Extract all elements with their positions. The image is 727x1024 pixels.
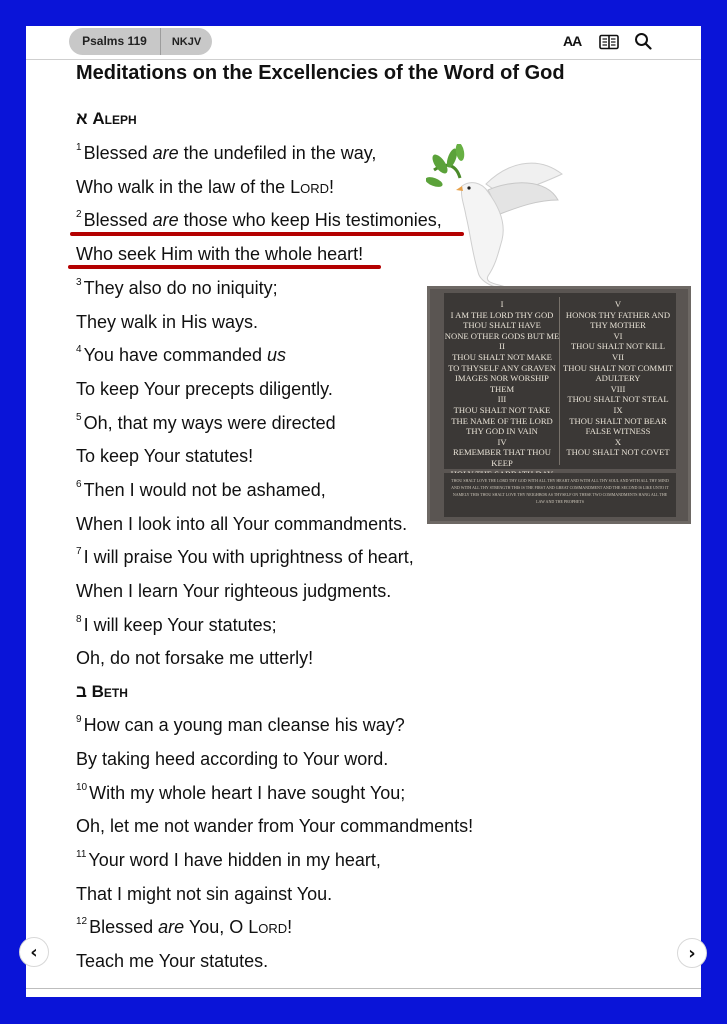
verse-1a[interactable] <box>76 143 376 164</box>
verse-text: ! <box>329 177 335 197</box>
verse-text: Blessed <box>89 917 159 937</box>
verse-8a[interactable] <box>76 615 277 636</box>
verse-11b[interactable]: That I might not sin against You. <box>76 884 333 904</box>
plaque-line: V <box>614 299 622 309</box>
verse-number: 12 <box>76 916 88 927</box>
highlight-underline <box>70 232 464 236</box>
plaque-line: THOU SHALT NOT KILL <box>570 341 666 352</box>
section-name: Aleph <box>92 109 137 128</box>
verse-text: Blessed <box>83 210 153 230</box>
verse-number: 6 <box>76 479 82 490</box>
plaque-line: HONOR THY FATHER AND <box>565 309 671 320</box>
plaque-line: X <box>614 436 622 447</box>
verse-number: 9 <box>76 714 82 725</box>
page-heading: Meditations on the Excellencies of the Word of God <box>76 62 565 84</box>
verse-text: Oh, that my ways were directed <box>83 413 336 433</box>
plaque-line: TO THYSELF ANY GRAVEN <box>448 362 556 373</box>
verse-text: Then I would not be ashamed, <box>83 480 326 500</box>
plaque-line: THOU SHALT NOT COMMIT <box>563 362 673 373</box>
verse-number: 5 <box>76 412 82 423</box>
verse-number: 3 <box>76 277 82 288</box>
plaque-line: THOU SHALT NOT MAKE <box>452 351 552 362</box>
verse-number: 7 <box>76 546 82 557</box>
verse-number: 8 <box>76 614 82 625</box>
verse-10a[interactable] <box>76 783 405 804</box>
plaque-line: IMAGES NOR WORSHIP THEM <box>455 373 549 394</box>
chevron-right-icon: › <box>688 942 696 964</box>
version-button[interactable]: NKJV <box>171 35 202 48</box>
plaque-left-column <box>444 299 560 479</box>
verse-8b[interactable]: Oh, do not forsake me utterly! <box>76 648 314 668</box>
verse-text: I will keep Your statutes; <box>83 615 277 635</box>
plaque-line: THOU SHALT NOT COVET <box>566 447 670 458</box>
commandments-plaque-image <box>427 286 691 524</box>
verse-11a[interactable] <box>76 850 381 871</box>
verse-text: ! <box>287 917 293 937</box>
verse-italic: are <box>152 210 179 230</box>
plaque-line: VIII <box>610 383 626 394</box>
verse-6b[interactable]: When I look into all Your commandments. <box>76 514 408 534</box>
plaque-line: THOU SHALT HAVE <box>463 320 541 331</box>
verse-text: Who walk in the law of the <box>76 177 291 197</box>
plaque-line: THE NAME OF THE LORD <box>451 415 553 426</box>
verse-3b[interactable]: They walk in His ways. <box>76 312 259 332</box>
verse-12b[interactable]: Teach me Your statutes. <box>76 951 269 971</box>
next-chapter-button[interactable] <box>677 938 707 968</box>
top-bar <box>26 26 701 60</box>
verse-6a[interactable] <box>76 480 326 501</box>
verse-lord: Lord <box>290 177 330 197</box>
verse-1b[interactable] <box>76 177 334 198</box>
plaque-divider <box>559 297 560 465</box>
section-title-beth <box>76 682 128 702</box>
verse-9b[interactable]: By taking heed according to Your word. <box>76 749 389 769</box>
verse-number: 1 <box>76 142 82 153</box>
verse-italic: are <box>158 917 185 937</box>
section-title-aleph <box>76 109 137 129</box>
text-size-button[interactable]: AA <box>563 33 582 49</box>
plaque-line: IV <box>497 436 507 447</box>
chevron-left-icon: ‹ <box>30 941 38 963</box>
previous-chapter-button[interactable] <box>19 937 49 967</box>
hebrew-letter: א <box>76 109 88 128</box>
verse-text: They also do no iniquity; <box>83 278 278 298</box>
verse-number: 4 <box>76 344 82 355</box>
verse-4a[interactable] <box>76 345 286 366</box>
plaque-line: NONE OTHER GODS BUT ME <box>444 330 560 341</box>
plaque-line: ADULTERY <box>595 373 641 384</box>
verse-number: 11 <box>76 849 87 860</box>
verse-3a[interactable] <box>76 278 278 299</box>
plaque-line: THOU SHALT NOT STEAL <box>567 394 669 405</box>
plaque-line: IX <box>613 404 623 415</box>
verse-5b[interactable]: To keep Your statutes! <box>76 446 254 466</box>
plaque-line: FALSE WITNESS <box>585 426 651 437</box>
plaque-line: THOU SHALT NOT BEAR <box>569 415 667 426</box>
plaque-tablet <box>444 293 676 469</box>
plaque-line: REMEMBER THAT THOU KEEP <box>453 447 551 468</box>
verse-italic: are <box>152 143 179 163</box>
verse-number: 2 <box>76 209 82 220</box>
plaque-line: I <box>500 299 504 309</box>
verse-10b[interactable]: Oh, let me not wander from Your commandments! <box>76 816 474 836</box>
verse-lord: Lord <box>248 917 288 937</box>
dove-image <box>426 144 566 290</box>
reader-page <box>26 26 701 997</box>
plaque-line: I AM THE LORD THY GOD <box>450 309 554 320</box>
verse-text: Your word I have hidden in my heart, <box>88 850 381 870</box>
plaque-line: THY MOTHER <box>590 320 646 331</box>
verse-text: those who keep His testimonies, <box>178 210 442 230</box>
section-name: Beth <box>91 682 128 701</box>
verse-9a[interactable] <box>76 715 405 736</box>
plaque-line: VI <box>613 330 623 341</box>
search-icon[interactable] <box>634 32 652 55</box>
verse-text: You, O <box>184 917 249 937</box>
book-icon[interactable] <box>599 34 619 55</box>
highlight-underline <box>68 265 381 269</box>
plaque-inscription: THOU SHALT LOVE THE LORD THY GOD WITH ALL THY HEART AND WITH ALL THY SOUL AND WITH ALL THY MIND AND WITH ALL THY STRENGTH THIS IS THE FIRST AND GREAT COMMANDMENT AND THE SECOND IS LIKE UNTO IT NAMELY THIS THOU SHALT LOVE THY NEIGHBOR AS THYSELF ON THESE TWO COMMANDMENTS HANG ALL THE LAW AND THE PROPHETS <box>444 473 676 517</box>
verse-12a[interactable] <box>76 917 292 938</box>
verse-2a[interactable] <box>76 210 442 231</box>
verse-4b[interactable]: To keep Your precepts diligently. <box>76 379 333 399</box>
hebrew-letter: ב <box>76 682 87 701</box>
verse-text: Blessed <box>83 143 153 163</box>
verse-7a[interactable] <box>76 547 414 568</box>
bottom-divider <box>26 988 701 989</box>
verse-text: I will praise You with uprightness of heart, <box>83 547 414 567</box>
verse-text: You have commanded <box>83 345 268 365</box>
plaque-line: II <box>499 341 505 352</box>
reference-pill[interactable] <box>69 28 212 55</box>
plaque-right-column <box>560 299 676 458</box>
verse-text: the undefiled in the way, <box>178 143 377 163</box>
verse-number: 10 <box>76 782 88 793</box>
plaque-line: VII <box>612 351 624 362</box>
verse-7b[interactable]: When I learn Your righteous judgments. <box>76 581 392 601</box>
book-chapter-button[interactable]: Psalms 119 <box>69 28 161 55</box>
plaque-line: THY GOD IN VAIN <box>466 426 538 437</box>
verse-5a[interactable] <box>76 413 336 434</box>
verse-italic: us <box>267 345 287 365</box>
verse-text: With my whole heart I have sought You; <box>89 783 406 803</box>
plaque-line: THOU SHALT NOT TAKE <box>453 404 551 415</box>
plaque-line: III <box>497 394 507 405</box>
verse-text: How can a young man cleanse his way? <box>83 715 405 735</box>
verse-2b[interactable]: Who seek Him with the whole heart! <box>76 244 364 264</box>
